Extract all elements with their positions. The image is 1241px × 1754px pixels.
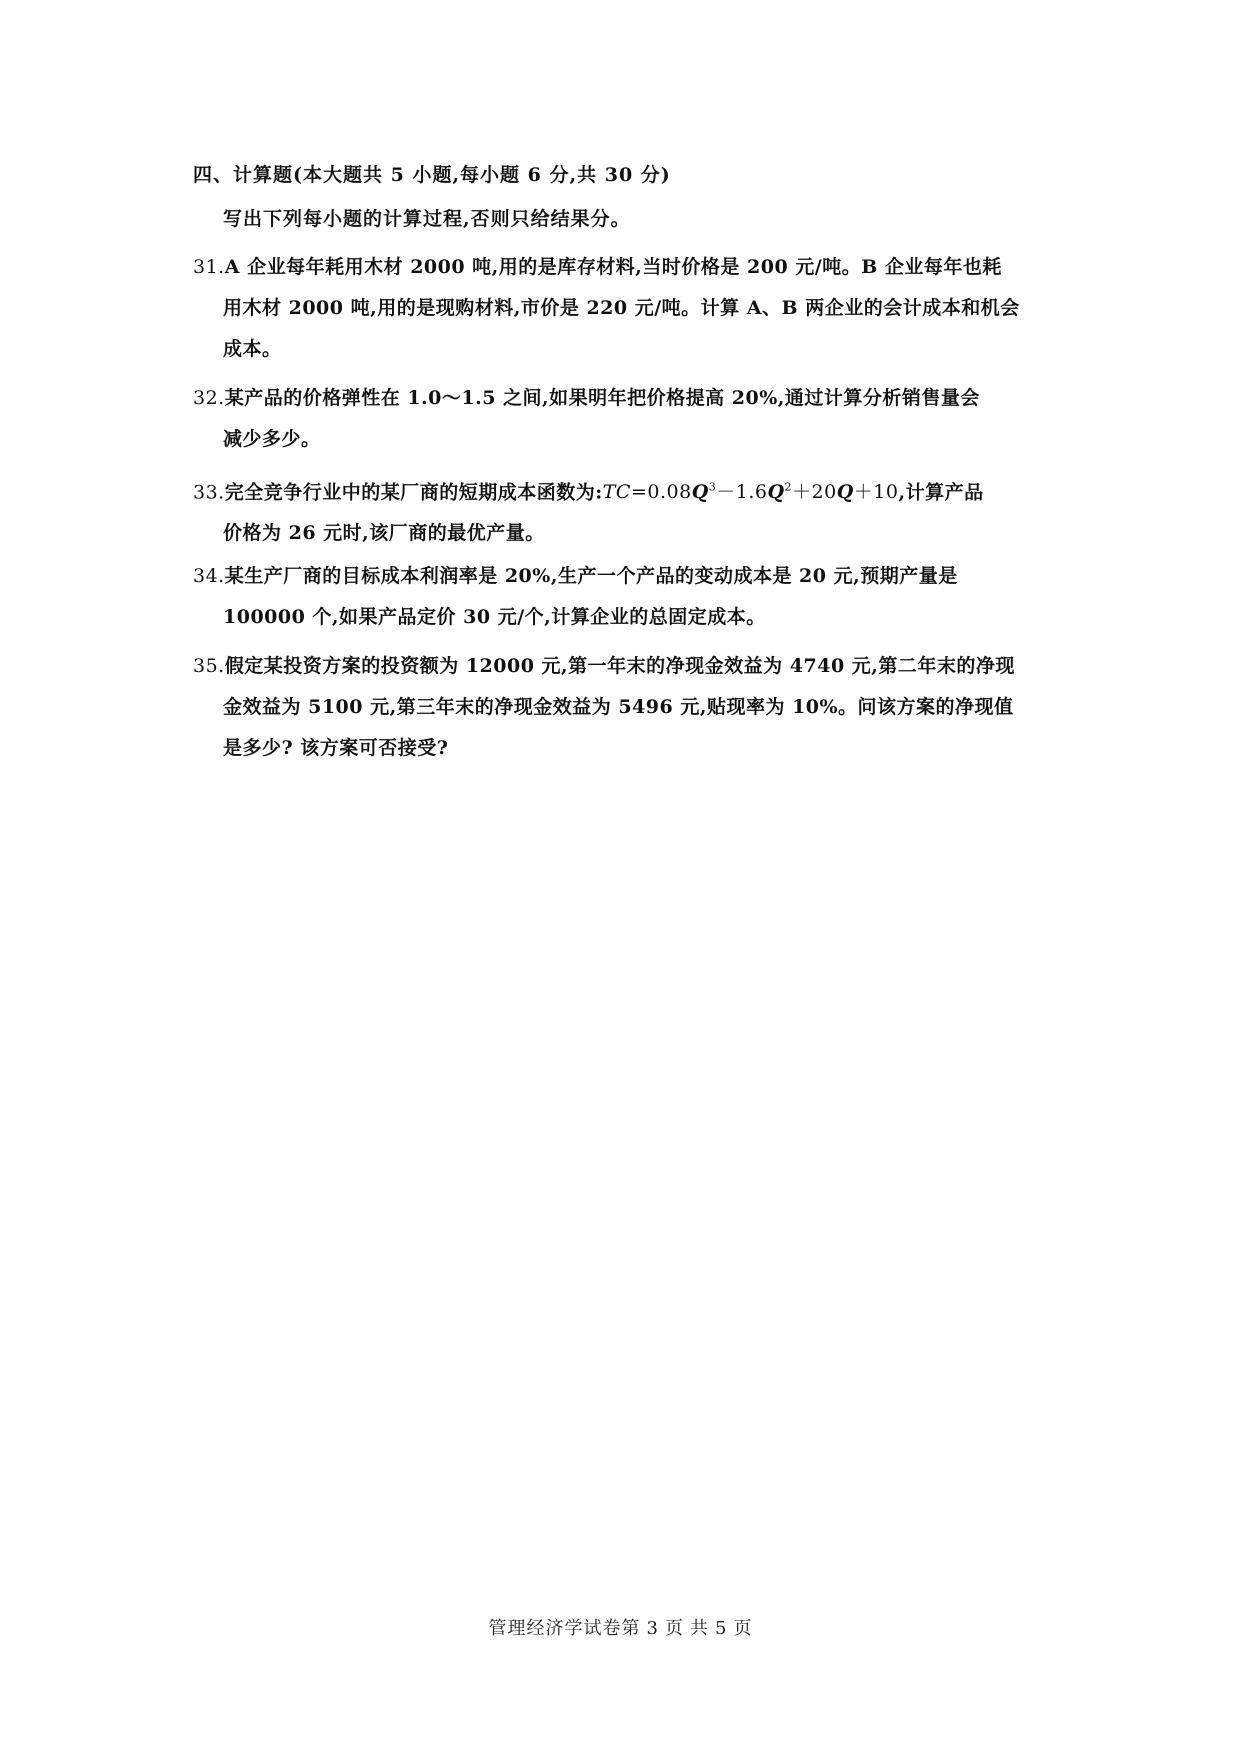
question-text: 价格为 26 元时,该厂商的最优产量。 — [223, 522, 545, 545]
question-text: 成本。 — [223, 338, 282, 360]
formula-q: Q — [767, 481, 785, 504]
formula-exponent: 2 — [784, 481, 793, 494]
question-31 — [193, 247, 1053, 370]
formula-term: ＋20 — [792, 481, 837, 504]
question-text: 某产品的价格弹性在 1.0～1.5 之间,如果明年把价格提高 20%,通过计算分析销售量会 — [224, 387, 980, 409]
question-line — [193, 556, 1053, 597]
question-text: 金效益为 5100 元,第三年末的净现金效益为 5496 元,贴现率为 10%。问该方案的净现值 — [223, 696, 1014, 718]
question-35 — [193, 646, 1053, 769]
formula-term: =0.08 — [630, 481, 692, 504]
formula-term: －1.6 — [716, 481, 768, 504]
formula-q: Q — [691, 481, 709, 504]
footer-page-number: 3 — [646, 1618, 659, 1639]
question-text: 完全竞争行业中的某厂商的短期成本函数为: — [224, 481, 603, 504]
section-instruction: 写出下列每小题的计算过程,否则只给结果分。 — [223, 208, 631, 230]
question-line — [193, 646, 1053, 687]
question-text: ,计算产品 — [898, 481, 984, 504]
formula-q: Q — [836, 481, 854, 504]
section-heading: 四、计算题(本大题共 5 小题,每小题 6 分,共 30 分) — [193, 164, 671, 186]
question-text: A 企业每年耗用木材 2000 吨,用的是库存材料,当时价格是 200 元/吨。B 企业每年也耗 — [224, 256, 1002, 278]
footer-total-label: 共 — [690, 1618, 709, 1639]
question-number: 34. — [193, 565, 225, 587]
formula-term: ＋10 — [853, 481, 899, 504]
question-line — [193, 378, 1053, 419]
question-33 — [193, 467, 1053, 554]
footer-title: 管理经济学试卷第 — [488, 1618, 641, 1639]
formula-exponent: 3 — [708, 481, 717, 494]
question-text: 减少多少。 — [223, 428, 321, 450]
question-34 — [193, 556, 1053, 638]
cost-function-formula — [603, 481, 899, 503]
footer-page-unit: 页 — [665, 1618, 684, 1639]
question-text: 100000 个,如果产品定价 30 元/个,计算企业的总固定成本。 — [223, 606, 766, 628]
question-number: 32. — [193, 387, 225, 409]
question-text: 假定某投资方案的投资额为 12000 元,第一年末的净现金效益为 4740 元,第二年末的净现 — [224, 655, 1015, 677]
page-footer — [0, 1614, 1241, 1640]
question-text: 用木材 2000 吨,用的是现购材料,市价是 220 元/吨。计算 A、B 两企业的会计成本和机会 — [223, 297, 1020, 319]
footer-total-pages: 5 — [715, 1618, 728, 1639]
question-line — [193, 467, 1053, 513]
formula-tc: TC — [602, 481, 631, 504]
question-text: 是多少? 该方案可否接受? — [223, 737, 449, 759]
question-number: 35. — [193, 655, 225, 677]
question-number: 31. — [193, 256, 225, 278]
question-text: 某生产厂商的目标成本利润率是 20%,生产一个产品的变动成本是 20 元,预期产量是 — [224, 565, 958, 587]
footer-total-unit: 页 — [733, 1618, 753, 1639]
question-number: 33. — [193, 481, 225, 504]
question-32 — [193, 378, 1053, 460]
question-line — [193, 247, 1053, 288]
